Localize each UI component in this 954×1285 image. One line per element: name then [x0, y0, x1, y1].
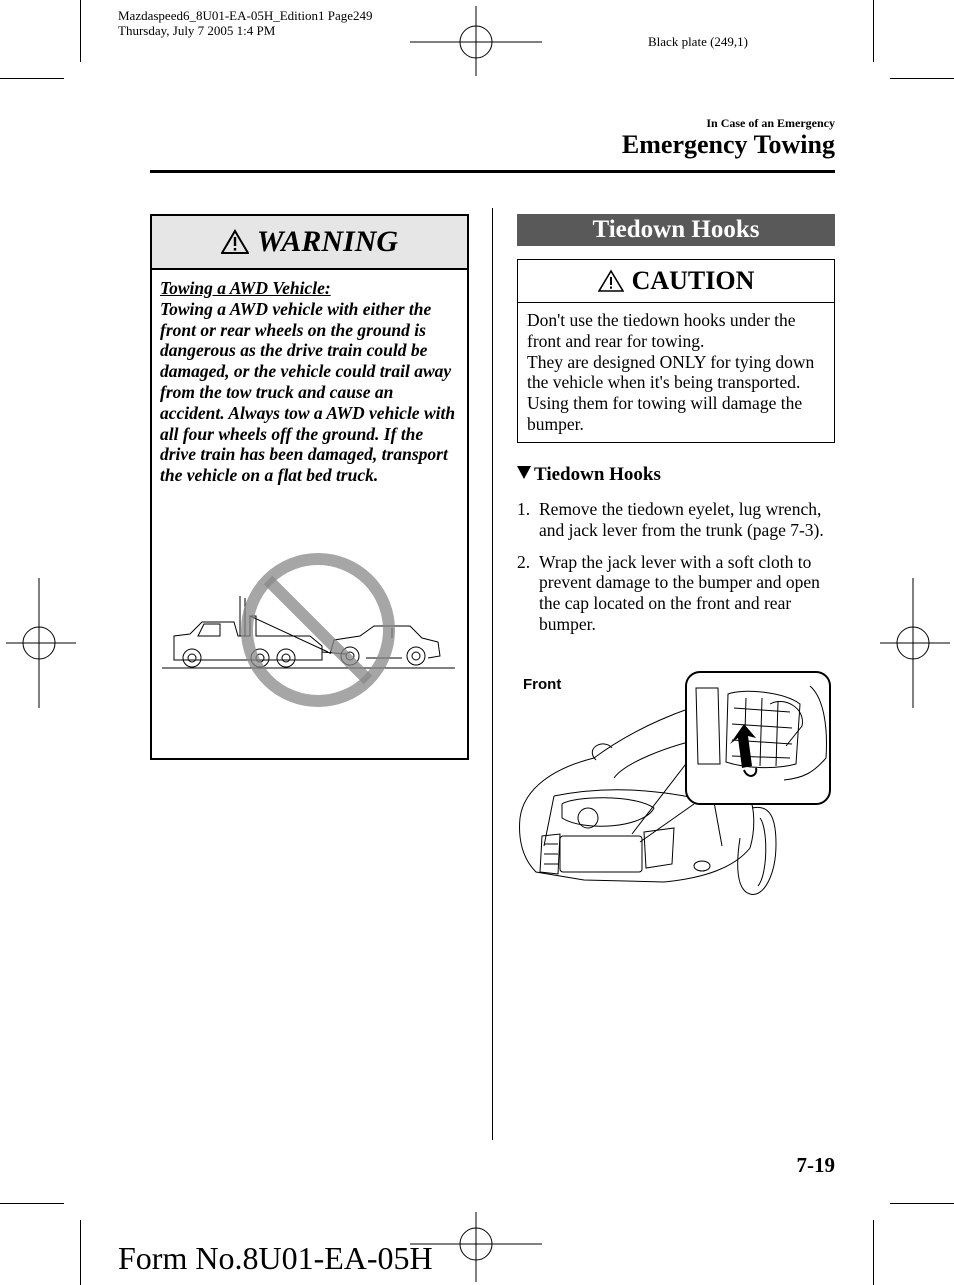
no-towing-illustration: [160, 550, 460, 720]
warning-box: [150, 214, 469, 760]
header-rule: [150, 170, 835, 173]
caution-header: [518, 260, 834, 303]
list-item: [517, 552, 835, 635]
triangle-bullet-icon: [517, 466, 531, 479]
caution-box: [517, 259, 835, 443]
figure-label: Front: [523, 676, 562, 693]
form-number: Form No.8U01-EA-05H: [118, 1240, 433, 1276]
warning-icon: [221, 229, 249, 255]
steps-list: [517, 499, 835, 635]
caution-body: [518, 303, 834, 442]
step-number: 2.: [517, 551, 531, 572]
crop-mark: [890, 78, 954, 79]
print-info-line1: Mazdaspeed6_8U01-EA-05H_Edition1 Page249: [118, 8, 373, 23]
section-title-bar: Tiedown Hooks: [517, 214, 835, 246]
registration-mark-right: [880, 578, 950, 708]
plate-info: Black plate (249,1): [648, 34, 748, 49]
step-text: Wrap the jack lever with a soft cloth to prevent damage to the bumper and open the cap located on the front and rear bumper.: [539, 551, 820, 634]
crop-mark: [0, 78, 64, 79]
step-text: Remove the tiedown eyelet, lug wrench, and jack lever from the trunk (page 7-3).: [539, 499, 824, 540]
crop-mark: [0, 1203, 64, 1204]
print-info: [118, 8, 373, 38]
warning-label: WARNING: [256, 225, 399, 258]
caution-line1: Don't use the tiedown hooks under the front and rear for towing.: [527, 310, 796, 351]
registration-mark-left: [6, 578, 76, 708]
subheading-text: Tiedown Hooks: [534, 464, 661, 485]
column-divider: [492, 208, 493, 1140]
warning-header: [152, 216, 467, 270]
print-info-line2: Thursday, July 7 2005 1:4 PM: [118, 23, 276, 38]
crop-mark: [873, 1220, 874, 1285]
page-number: 7-19: [796, 1153, 835, 1177]
list-item: [517, 499, 835, 541]
caution-icon: [598, 269, 624, 293]
crop-mark: [80, 1220, 81, 1285]
caution-line2: They are designed ONLY for tying down the vehicle when it's being transported. Using them for towing will damage the bumper.: [527, 351, 815, 434]
warning-subtitle: Towing a AWD Vehicle:: [160, 278, 331, 298]
crop-mark: [890, 1203, 954, 1204]
page-title: Emergency Towing: [621, 130, 835, 159]
crop-mark: [873, 0, 874, 62]
caution-label: CAUTION: [631, 266, 755, 295]
step-number: 1.: [517, 499, 531, 519]
warning-body: [152, 270, 467, 486]
section-label: In Case of an Emergency: [706, 116, 835, 130]
front-bumper-illustration: [514, 668, 836, 904]
registration-mark-top: [410, 6, 542, 76]
subheading: [517, 464, 661, 486]
warning-text: Towing a AWD vehicle with either the front or rear wheels on the ground is dangerous as the drive train could be damaged, or the vehicle could trail away from the tow truck and cause an accident. Always tow a AWD vehicle with all four wheels off the ground. If the drive train has been damaged, transport the vehicle on a flat bed truck.: [160, 298, 456, 486]
crop-mark: [80, 0, 81, 62]
